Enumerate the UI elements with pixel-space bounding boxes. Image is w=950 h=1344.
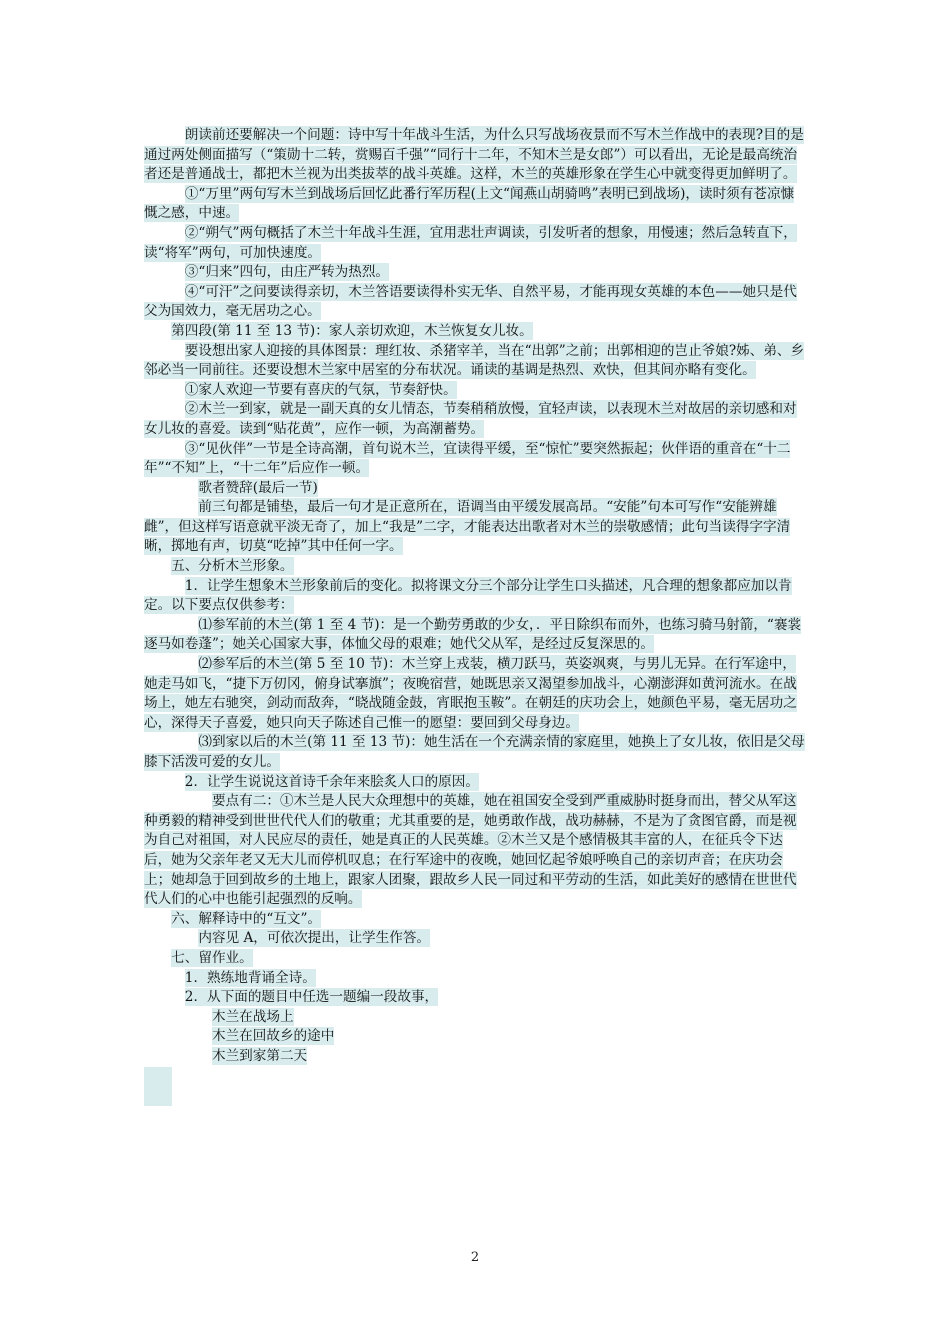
- paragraph: [144, 1027, 806, 1047]
- paragraph-text: 五、分析木兰形象。: [171, 558, 294, 575]
- paragraph-text: ①家人欢迎一节要有喜庆的气氛，节奏舒快。: [184, 381, 457, 398]
- paragraph-text: ④“可汗”之问要读得亲切，木兰答语要读得朴实无华、自然平易，才能再现女英雄的本色——她只是代父为国效力，毫无居功之心。: [144, 283, 797, 320]
- paragraph-text: ②“朔气”两句概括了木兰十年战斗生涯，宜用悲壮声调读，引发听者的想象，用慢速；然后急转直下，读“将军”两句，可加快速度。: [144, 224, 797, 261]
- paragraph-text: ⑴参军前的木兰(第 1 至 4 节)：是一个勤劳勇敢的少女，．平日除织布而外，也练习骑马射箭，“褰裳逐马如卷蓬”；她关心国家大事，体恤父母的艰难；她代父从军，是经过反复深思的。: [144, 616, 802, 653]
- paragraph: [144, 655, 806, 733]
- paragraph: [144, 224, 806, 263]
- paragraph-text: 六、解释诗中的“互文”。: [171, 910, 322, 927]
- paragraph-text: 前三句都是铺垫，最后一句才是正意所在，语调当由平缓发展高昂。“安能”句本可写作“安能辨雄雌”，但这样写语意就平淡无奇了，加上“我是”二字，才能表达出歌者对木兰的崇敬感情；此句当读得字字清晰，掷地有声，切莫“吃掉”其中任何一字。: [144, 499, 791, 555]
- paragraph-text: ③“见伙伴”一节是全诗高潮，首句说木兰，宜读得平缓，至“惊忙”要突然振起；伙伴语的重音在“十二年”“不知”上，“十二年”后应作一顿。: [144, 440, 791, 477]
- paragraph-text: 1．让学生想象木兰形象前后的变化。拟将课文分三个部分让学生口头描述，凡合理的想象都应加以肯定。以下要点仅供参考：: [144, 577, 792, 614]
- paragraph: [144, 577, 806, 616]
- paragraph: [144, 949, 806, 969]
- paragraph: [144, 988, 806, 1008]
- paragraph: [144, 185, 806, 224]
- paragraph-text: ③“归来”四句，由庄严转为热烈。: [184, 264, 390, 281]
- paragraph-text: ①“万里”两句写木兰到战场后回忆此番行军历程(上文“闻燕山胡骑鸣”表明已到战场)，读时须有苍凉慷慨之感，中速。: [144, 185, 795, 222]
- paragraph: [144, 733, 806, 772]
- paragraph: [144, 342, 806, 381]
- paragraph: [144, 616, 806, 655]
- paragraph-text: 2．从下面的题目中任选一题编一段故事，: [184, 989, 439, 1006]
- paragraph-text: 第四段(第 11 至 13 节)：家人亲切欢迎，木兰恢复女儿妆。: [171, 322, 533, 339]
- paragraph-text: 2．让学生说说这首诗千余年来脍炙人口的原因。: [184, 773, 479, 790]
- paragraph-text: ⑵参军后的木兰(第 5 至 10 节)：木兰穿上戎装，横刀跃马，英姿飒爽，与男儿无异。在行军途中，她走马如飞，“捷下万仞冈，俯身试搴旗”；夜晚宿营，她既思亲又渴望参加战斗，心潮澎湃如黄河流水。在战场上，她左右驰突，剑动而敌奔，“晓战随金鼓，宵眠抱玉鞍”。在朝廷的庆功会上，她颜色平易，毫无居功之心，深得天子喜爱，她只向天子陈述自己惟一的愿望：要回到父母身边。: [144, 656, 797, 731]
- blank-line: [144, 1086, 172, 1106]
- paragraph-text: 1．熟练地背诵全诗。: [184, 969, 316, 986]
- paragraph-text: 七、留作业。: [171, 949, 253, 966]
- paragraph: [144, 929, 806, 949]
- paragraph-text: 木兰在回故乡的途中: [212, 1028, 335, 1045]
- paragraph: [144, 322, 806, 342]
- paragraph: [144, 969, 806, 989]
- document-body: [144, 126, 806, 1106]
- paragraph: [144, 1008, 806, 1028]
- paragraph: [144, 263, 806, 283]
- paragraph-text: 要设想出家人迎接的具体图景：理红妆、杀猪宰羊，当在“出郭”之前；出郭相迎的岂止爷娘?姊、弟、乡邻必当一同前往。还要设想木兰家中居室的分布状况。诵读的基调是热烈、欢快，但其间亦略有变化。: [144, 342, 805, 379]
- paragraph: [144, 498, 806, 557]
- paragraph-text: 内容见 A，可依次提出，让学生作答。: [198, 930, 431, 947]
- page-number: 2: [470, 1250, 480, 1265]
- paragraph: [144, 400, 806, 439]
- paragraph: [144, 1047, 806, 1067]
- paragraph-text: 歌者赞辞(最后一节): [198, 479, 318, 496]
- paragraph-text: 木兰在战场上: [212, 1008, 294, 1025]
- paragraph-text: 朗读前还要解决一个问题：诗中写十年战斗生活，为什么只写战场夜景而不写木兰作战中的表现?目的是通过两处侧面描写（“策勋十二转，赏赐百千强”“同行十二年，不知木兰是女郎”）可以看出，无论是最高统治者还是普通战士，都把木兰视为出类拔萃的战斗英雄。这样，木兰的英雄形象在学生心中就变得更加鲜明了。: [144, 127, 804, 183]
- blank-line: [144, 1067, 172, 1087]
- paragraph: [144, 773, 806, 793]
- paragraph-text: 木兰到家第二天: [212, 1047, 308, 1064]
- paragraph: [144, 557, 806, 577]
- paragraph: [144, 126, 806, 185]
- paragraph-text: 要点有二：①木兰是人民大众理想中的英雄，她在祖国安全受到严重威胁时挺身而出，替父从军这种勇毅的精神受到世世代代人们的敬重；尤其重要的是，她勇敢作战，战功赫赫，不是为了贪图官爵，而是视为自己对祖国，对人民应尽的责任，她是真正的人民英雄。②木兰又是个感情极其丰富的人，在征兵令下达后，她为父亲年老又无大儿而停机叹息；在行军途中的夜晚，她回忆起爷娘呼唤自己的亲切声音；在庆功会上；她却急于回到故乡的土地上，跟家人团聚，跟故乡人民一同过和平劳动的生活，如此美好的感情在世世代代人们的心中也能引起强烈的反响。: [144, 793, 797, 908]
- paragraph: [144, 283, 806, 322]
- paragraph: [144, 440, 806, 479]
- paragraph-text: ②木兰一到家，就是一副天真的女儿情态，节奏稍稍放慢，宜轻声读，以表现木兰对故居的亲切感和对女儿妆的喜爱。读到“贴花黄”，应作一顿，为高潮蓄势。: [144, 401, 797, 437]
- paragraph: [144, 910, 806, 930]
- paragraph: [144, 792, 806, 910]
- paragraph: [144, 479, 806, 499]
- paragraph: [144, 381, 806, 401]
- paragraph-text: ⑶到家以后的木兰(第 11 至 13 节)：她生活在一个充满亲情的家庭里，她换上了女儿妆，依旧是父母膝下活泼可爱的女儿。: [144, 734, 805, 770]
